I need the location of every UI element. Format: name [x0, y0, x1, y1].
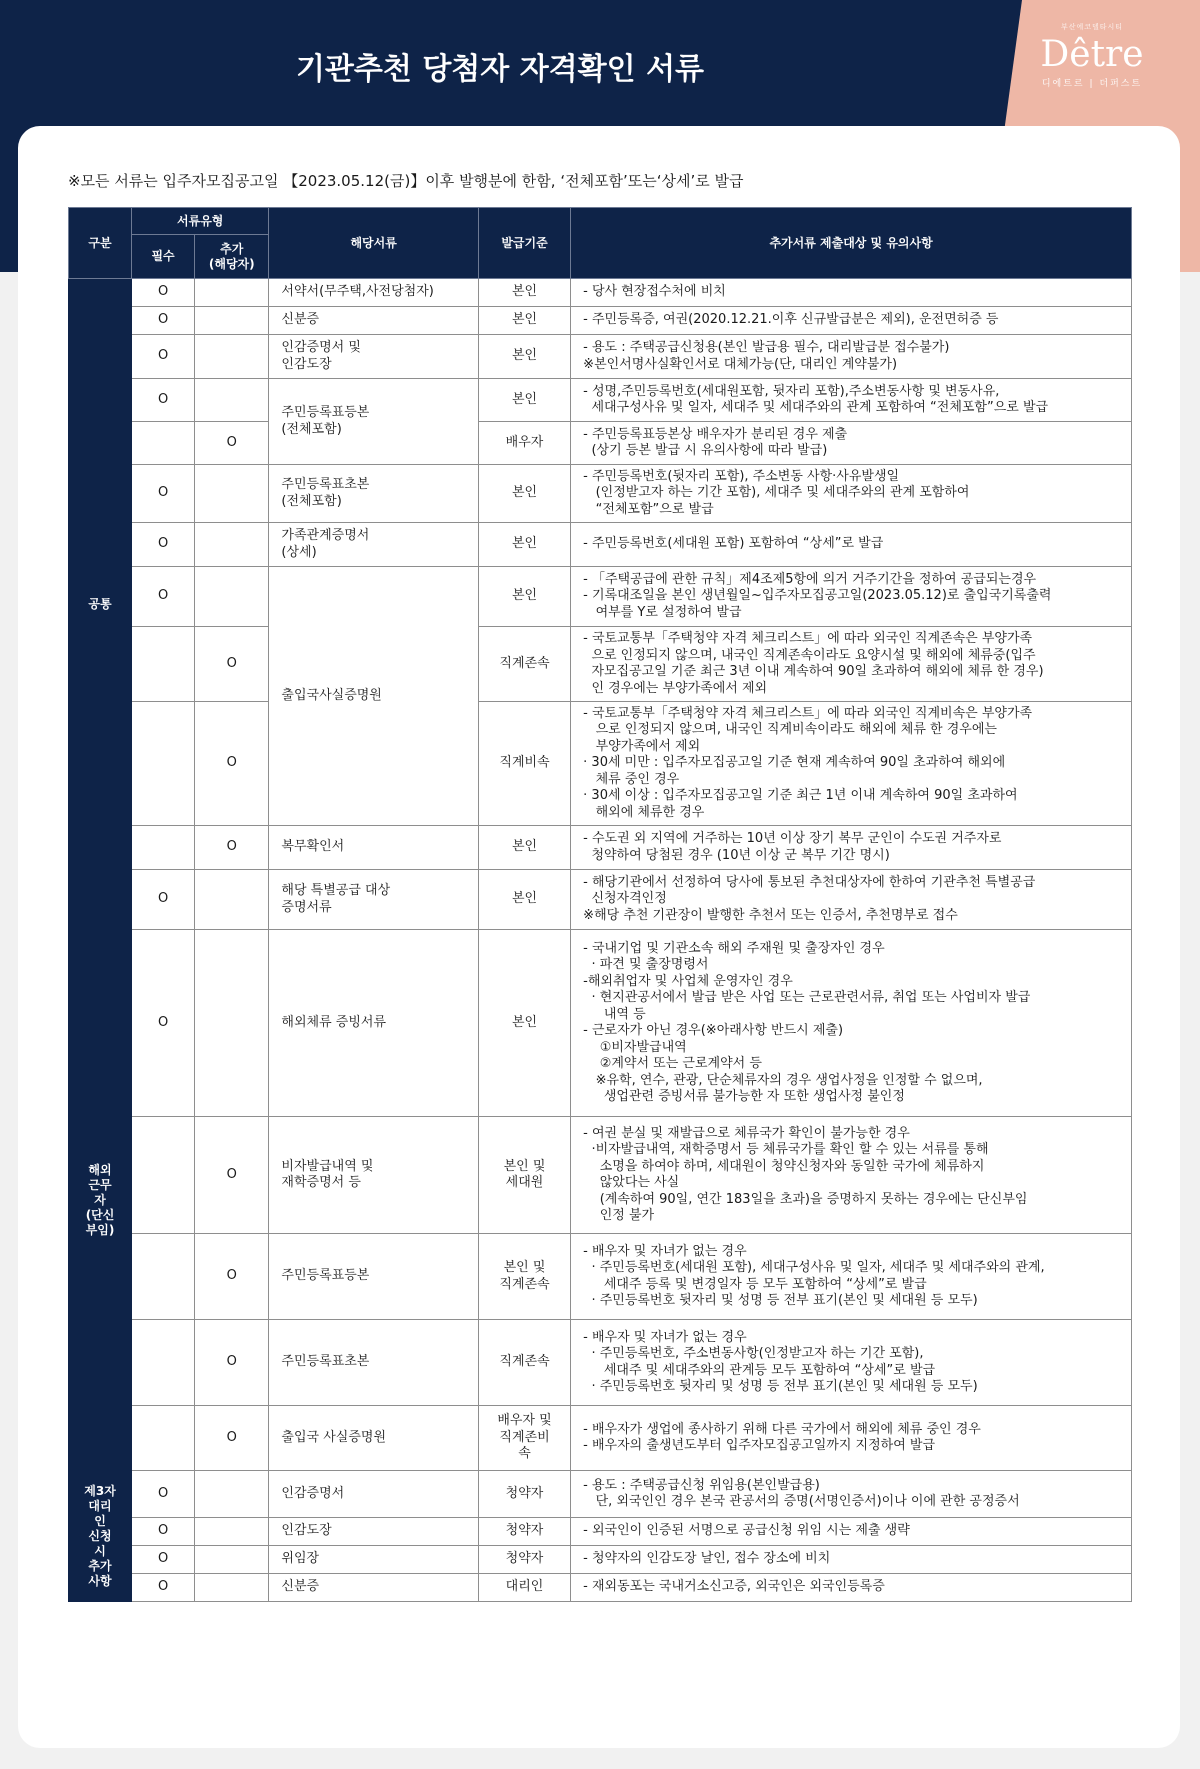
document-notes: - 배우자 및 자녀가 없는 경우 · 주민등록번호(세대원 포함), 세대구성사유 및 일자, 세대주 및 세대주와의 관계, 세대주 등록 및 변경일자 등 모두 포함하여 “상세”로 발급 · 주민등록번호 뒷자리 및 성명 등 전부 표기(본인 및 세대원 등 모두) [571, 1234, 1132, 1320]
document-notes: - 외국인이 인증된 서명으로 공급신청 위임 시는 제출 생략 [571, 1518, 1132, 1546]
document-name: 서약서(무주택,사전당첨자) [269, 279, 478, 307]
required-cell [132, 422, 195, 465]
header-issue-basis: 발급기준 [478, 208, 570, 279]
document-notes: - 국토교통부「주택청약 자격 체크리스트」에 따라 외국인 직계존속은 부양가족 으로 인정되지 않으며, 내국인 직계존속이라도 요양시설 및 해외에 체류중(입주 자모집공고일 기준 최근 3년 이내 계속하여 90일 초과하여 해외에 체류 한 경우) 인 경우에는 부양가족에서 제외 [571, 627, 1132, 702]
issue-basis: 직계비속 [478, 702, 570, 826]
issue-basis: 본인 [478, 279, 570, 307]
document-name: 해당 특별공급 대상 증명서류 [269, 870, 478, 930]
document-notes: - 「주택공급에 관한 규칙」제4조제5항에 의거 거주기간을 정하여 공급되는경우 - 기록대조일을 본인 생년월일~입주자모집공고일(2023.05.12)로 출입국기록출력 여부를 Y로 설정하여 발급 [571, 567, 1132, 627]
issue-basis: 배우자 [478, 422, 570, 465]
required-mark: O [132, 465, 195, 523]
table-row [69, 930, 1132, 1117]
additional-mark: O [195, 1406, 269, 1471]
document-notes: - 수도권 외 지역에 거주하는 10년 이상 장기 복무 군인이 수도권 거주자로 청약하여 당첨된 경우 (10년 이상 군 복무 기간 명시) [571, 826, 1132, 870]
document-notes: - 주민등록번호(뒷자리 포함), 주소변동 사항·사유발생일 (인정받고자 하는 기간 포함), 세대주 및 세대주와의 관계 포함하여 “전체포함”으로 발급 [571, 465, 1132, 523]
required-mark: O [132, 279, 195, 307]
issue-basis: 본인 [478, 307, 570, 335]
issue-basis: 본인 [478, 379, 570, 422]
document-notes: - 해당기관에서 선정하여 당사에 통보된 추천대상자에 한하여 기관추천 특별공급 신청자격인정 ※해당 추천 기관장이 발행한 추천서 또는 인증서, 추천명부로 접수 [571, 870, 1132, 930]
notice-text: ※모든 서류는 입주자모집공고일 【2023.05.12(금)】이후 발행분에 한함, ‘전체포함’또는‘상세’로 발급 [68, 172, 744, 190]
header-document: 해당서류 [269, 208, 478, 279]
required-cell [132, 1117, 195, 1234]
document-name: 인감증명서 [269, 1471, 478, 1518]
document-name: 위임장 [269, 1546, 478, 1574]
additional-mark: O [195, 1234, 269, 1320]
required-mark: O [132, 870, 195, 930]
additional-cell [195, 379, 269, 422]
table-row [69, 826, 1132, 870]
required-mark: O [132, 1471, 195, 1518]
required-cell [132, 702, 195, 826]
table-row [69, 870, 1132, 930]
header-category: 구분 [69, 208, 132, 279]
document-notes: - 국토교통부「주택청약 자격 체크리스트」에 따라 외국인 직계비속은 부양가족 으로 인정되지 않으며, 내국인 직계비속이라도 해외에 체류 한 경우에는 부양가족에서 제외 · 30세 미만 : 입주자모집공고일 기준 현재 계속하여 90일 초과하여 해외에 체류 중인 경우 · 30세 이상 : 입주자모집공고일 기준 최근 1년 이내 계속하여 90일 초과하여 해외에 체류한 경우 [571, 702, 1132, 826]
additional-cell [195, 335, 269, 379]
additional-mark: O [195, 1320, 269, 1406]
additional-mark: O [195, 826, 269, 870]
table-row [69, 567, 1132, 627]
required-mark: O [132, 567, 195, 627]
table-row [69, 1574, 1132, 1602]
document-notes: - 용도 : 주택공급신청용(본인 발급용 필수, 대리발급분 접수불가) ※본인서명사실확인서로 대체가능(단, 대리인 계약불가) [571, 335, 1132, 379]
issue-basis: 본인 [478, 523, 570, 567]
table-row [69, 422, 1132, 465]
required-mark: O [132, 379, 195, 422]
required-mark: O [132, 1518, 195, 1546]
issue-basis: 직계존속 [478, 627, 570, 702]
table-row [69, 465, 1132, 523]
table-row [69, 279, 1132, 307]
document-name: 주민등록표등본 (전체포함) [269, 379, 478, 465]
required-cell [132, 1234, 195, 1320]
issue-basis: 본인 [478, 335, 570, 379]
additional-cell [195, 1574, 269, 1602]
additional-mark: O [195, 627, 269, 702]
required-cell [132, 826, 195, 870]
document-name: 신분증 [269, 307, 478, 335]
document-notes: - 성명,주민등록번호(세대원포함, 뒷자리 포함),주소변동사항 및 변동사유, 세대구성사유 및 일자, 세대주 및 세대주와의 관계 포함하여 “전체포함”으로 발급 [571, 379, 1132, 422]
table-row [69, 307, 1132, 335]
table-row [69, 379, 1132, 422]
document-name: 주민등록표등본 [269, 1234, 478, 1320]
issue-basis: 본인 및 직계존속 [478, 1234, 570, 1320]
document-name: 주민등록표초본 (전체포함) [269, 465, 478, 523]
table-row [69, 702, 1132, 826]
required-mark: O [132, 930, 195, 1117]
document-notes: - 주민등록증, 여권(2020.12.21.이후 신규발급분은 제외), 운전면허증 등 [571, 307, 1132, 335]
table-row [69, 523, 1132, 567]
issue-basis: 대리인 [478, 1574, 570, 1602]
group-proxy: 제3자 대리 인 신청 시 추가 사항 [69, 1471, 132, 1602]
document-name: 해외체류 증빙서류 [269, 930, 478, 1117]
additional-cell [195, 1546, 269, 1574]
document-name: 복무확인서 [269, 826, 478, 870]
header-required: 필수 [132, 235, 195, 279]
additional-mark: O [195, 702, 269, 826]
document-name: 신분증 [269, 1574, 478, 1602]
document-notes: - 용도 : 주택공급신청 위임용(본인발급용) 단, 외국인인 경우 본국 관공서의 증명(서명인증서)이나 이에 관한 공정증서 [571, 1471, 1132, 1518]
documents-table [68, 207, 1132, 1602]
issue-basis: 본인 [478, 465, 570, 523]
issue-basis: 본인 [478, 567, 570, 627]
document-name: 인감도장 [269, 1518, 478, 1546]
document-notes: - 주민등록표등본상 배우자가 분리된 경우 제출 (상기 등본 발급 시 유의사항에 따라 발급) [571, 422, 1132, 465]
document-notes: - 재외동포는 국내거소신고증, 외국인은 외국인등록증 [571, 1574, 1132, 1602]
additional-cell [195, 1471, 269, 1518]
table-row [69, 627, 1132, 702]
table-row [69, 335, 1132, 379]
table-row [69, 1518, 1132, 1546]
document-notes: - 청약자의 인감도장 날인, 접수 장소에 비치 [571, 1546, 1132, 1574]
additional-cell [195, 279, 269, 307]
issue-basis: 청약자 [478, 1471, 570, 1518]
additional-mark: O [195, 422, 269, 465]
issue-basis: 본인 [478, 930, 570, 1117]
document-notes: - 주민등록번호(세대원 포함) 포함하여 “상세”로 발급 [571, 523, 1132, 567]
brand-logo [1032, 22, 1152, 89]
additional-cell [195, 523, 269, 567]
document-name: 인감증명서 및 인감도장 [269, 335, 478, 379]
document-notes: - 국내기업 및 기관소속 해외 주재원 및 출장자인 경우 · 파견 및 출장명령서 -해외취업자 및 사업체 운영자인 경우 · 현지관공서에서 발급 받은 사업 또는 근로관련서류, 취업 또는 사업비자 발급 내역 등 - 근로자가 아닌 경우(※아래사항 반드시 제출) ①비자발급내역 ②계약서 또는 근로계약서 등 ※유학, 연수, 관광, 단순체류자의 경우 생업사정을 인정할 수 없으며, 생업관련 증빙서류 불가능한 자 또한 생업사정 불인정 [571, 930, 1132, 1117]
table-row [69, 1546, 1132, 1574]
required-cell [132, 1406, 195, 1471]
document-name: 출입국사실증명원 [269, 567, 478, 826]
additional-cell [195, 567, 269, 627]
page-title: 기관추천 당첨자 자격확인 서류 [295, 52, 705, 87]
additional-mark: O [195, 1117, 269, 1234]
document-name: 출입국 사실증명원 [269, 1406, 478, 1471]
table-row [69, 1117, 1132, 1234]
logo-tagline: 부산에코델타시티 [1060, 23, 1124, 31]
additional-cell [195, 930, 269, 1117]
table-row [69, 1406, 1132, 1471]
additional-cell [195, 465, 269, 523]
document-name: 주민등록표초본 [269, 1320, 478, 1406]
issue-basis: 본인 [478, 826, 570, 870]
additional-cell [195, 1518, 269, 1546]
document-name: 가족관계증명서 (상세) [269, 523, 478, 567]
issue-basis: 본인 및 세대원 [478, 1117, 570, 1234]
issue-basis: 직계존속 [478, 1320, 570, 1406]
document-notes: - 배우자 및 자녀가 없는 경우 · 주민등록번호, 주소변동사항(인정받고자 하는 기간 포함), 세대주 및 세대주와의 관계등 모두 포함하여 “상세”로 발급 · 주민등록번호 뒷자리 및 성명 등 전부 표기(본인 및 세대원 등 모두) [571, 1320, 1132, 1406]
additional-cell [195, 307, 269, 335]
issue-basis: 청약자 [478, 1546, 570, 1574]
required-cell [132, 627, 195, 702]
additional-cell [195, 870, 269, 930]
header-notes: 추가서류 제출대상 및 유의사항 [571, 208, 1132, 279]
required-mark: O [132, 1546, 195, 1574]
header-doc-type: 서류유형 [132, 208, 269, 235]
document-notes: - 배우자가 생업에 종사하기 위해 다른 국가에서 해외에 체류 중인 경우 - 배우자의 출생년도부터 입주자모집공고일까지 지정하여 발급 [571, 1406, 1132, 1471]
issue-basis: 배우자 및 직계존비 속 [478, 1406, 570, 1471]
group-common: 공통 [69, 279, 132, 930]
document-notes: - 여권 분실 및 재발급으로 체류국가 확인이 불가능한 경우 ·비자발급내역, 재학증명서 등 체류국가를 확인 할 수 있는 서류를 통해 소명을 하여야 하며, 세대원이 청약신청자와 동일한 국가에 체류하지 않았다는 사실 (계속하여 90일, 연간 183일을 초과)을 증명하지 못하는 경우에는 단신부임 인정 불가 [571, 1117, 1132, 1234]
logo-subtitle: 디에트르 | 더퍼스트 [1041, 79, 1143, 89]
group-overseas: 해외 근무 자 (단신 부임) [69, 930, 132, 1471]
issue-basis: 본인 [478, 870, 570, 930]
document-notes: - 당사 현장접수처에 비치 [571, 279, 1132, 307]
required-mark: O [132, 523, 195, 567]
logo-wordmark: Dêtre [1040, 34, 1144, 75]
table-row [69, 1234, 1132, 1320]
required-cell [132, 1320, 195, 1406]
required-mark: O [132, 335, 195, 379]
document-name: 비자발급내역 및 재학증명서 등 [269, 1117, 478, 1234]
header-additional: 추가 (해당자) [195, 235, 269, 279]
table-row [69, 1471, 1132, 1518]
issue-basis: 청약자 [478, 1518, 570, 1546]
table-row [69, 1320, 1132, 1406]
required-mark: O [132, 1574, 195, 1602]
required-mark: O [132, 307, 195, 335]
